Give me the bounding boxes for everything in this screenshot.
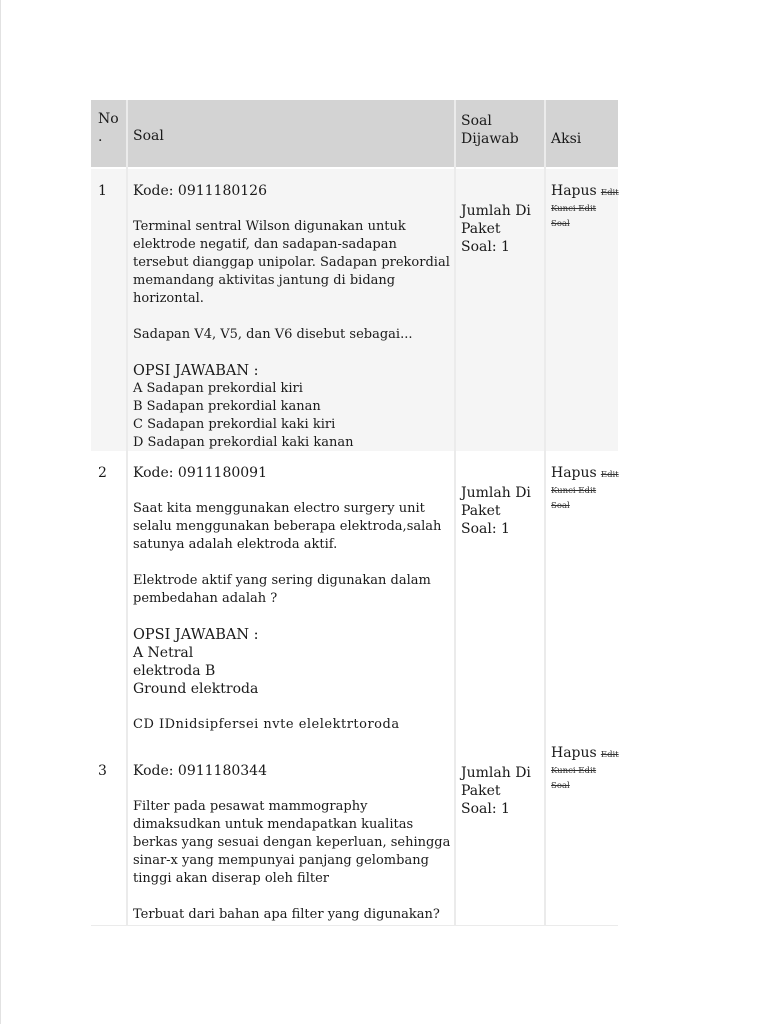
soal-kode: Kode: 0911180126 [133,183,267,199]
table-row [91,169,618,451]
opsi-item: Ground elektroda [133,681,259,697]
edit-soal-link[interactable]: Soal [551,781,570,791]
row-number: 3 [98,763,107,779]
opsi-item: B Sadapan prekordial kanan [133,399,321,414]
table-row [91,732,618,926]
opsi-item: A Sadapan prekordial kiri [133,381,303,396]
opsi-item: A Netral [133,645,194,661]
table-header [91,100,618,167]
soal-pertanyaan: Filter pada pesawat mammography dimaksudkan untuk mendapatkan kualitas berkas yang sesuai dengan keperluan, sehingga sinar-x yang mempunyai panjang gelombang tinggi akan diserap oleh filter [133,799,451,886]
opsi-jawaban-title: OPSI JAWABAN : [133,363,259,379]
edit-kunci-link[interactable]: Kunci Edit [551,766,597,776]
soal-kode: Kode: 0911180091 [133,465,267,481]
opsi-item: D Sadapan prekordial kaki kanan [133,435,354,450]
soal-pertanyaan-lanjut: Elektrode aktif yang sering digunakan dalam pembedahan adalah ? [133,573,431,606]
header-soal: Soal [133,128,164,144]
opsi-garbled-overlap: CD IDnidsipfersei nvte elelektrtoroda [133,717,400,732]
hapus-link[interactable]: Hapus [551,465,597,481]
soal-content [133,762,451,924]
edit-soal-link[interactable]: Soal [551,219,570,229]
aksi-cell [551,465,621,514]
soal-content [133,182,451,470]
edit-link[interactable]: Edit [600,188,619,198]
soal-kode: Kode: 0911180344 [133,763,267,779]
aksi-cell [551,745,621,794]
row-number: 2 [98,465,107,481]
header-aksi: Aksi [551,131,582,147]
hapus-link[interactable]: Hapus [551,745,597,761]
edit-soal-link[interactable]: Soal [551,501,570,511]
hapus-link[interactable]: Hapus [551,183,597,199]
header-soal-dijawab: Soal Dijawab [461,113,519,147]
column-divider [126,100,128,925]
soal-pertanyaan-lanjut: Terbuat dari bahan apa filter yang digunakan? [133,907,440,922]
jumlah-paket-soal: Jumlah Di Paket Soal: 1 [461,203,531,255]
soal-content [133,464,451,752]
opsi-item: C Sadapan prekordial kaki kiri [133,417,336,432]
edit-kunci-link[interactable]: Kunci Edit [551,486,597,496]
table-row [91,453,618,730]
column-divider [454,100,456,925]
page-edge [0,0,1,1024]
column-divider [544,100,546,925]
aksi-cell [551,183,621,232]
jumlah-paket-soal: Jumlah Di Paket Soal: 1 [461,485,531,537]
jumlah-paket-soal: Jumlah Di Paket Soal: 1 [461,765,531,817]
soal-pertanyaan-lanjut: Sadapan V4, V5, dan V6 disebut sebagai... [133,327,413,342]
opsi-jawaban-title: OPSI JAWABAN : [133,627,259,643]
row-number: 1 [98,183,107,199]
edit-link[interactable]: Edit [600,750,619,760]
opsi-item: elektroda B [133,663,216,679]
soal-pertanyaan: Terminal sentral Wilson digunakan untuk elektrode negatif, dan sadapan-sadapan tersebut dianggap unipolar. Sadapan prekordial memandang aktivitas jantung di bidang horizontal. [133,219,450,306]
edit-kunci-link[interactable]: Kunci Edit [551,204,597,214]
soal-pertanyaan: Saat kita menggunakan electro surgery unit selalu menggunakan beberapa elektroda,salah satunya adalah elektroda aktif. [133,501,442,552]
edit-link[interactable]: Edit [600,470,619,480]
header-no: No . [98,111,119,145]
